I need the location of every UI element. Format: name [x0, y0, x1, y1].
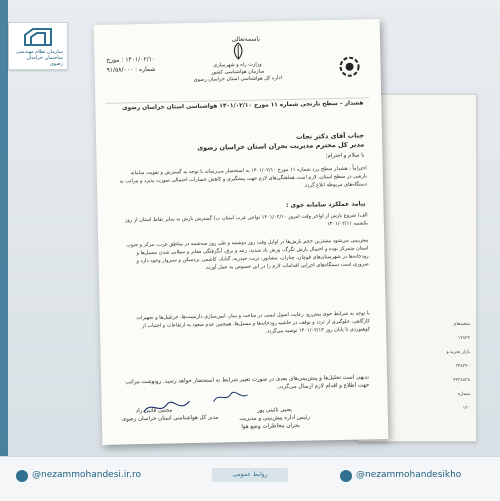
greeting: با سلام و احترام؛ [325, 152, 365, 160]
signer-right-title-2: بحران مخاطرات وضع هوا [241, 422, 301, 431]
footer-right-handle[interactable]: @nezammohandesikho [356, 470, 462, 480]
building-logo-icon [23, 27, 53, 47]
signer-right-name: یحیی نائینی پور [257, 406, 292, 414]
initial-scribble [211, 389, 249, 406]
paragraph-2: الف) شروع بارش از اواخر وقت امروز ۱۴۰۱/۰۲/۱۰ نواحی غرب استان ب) گسترش بارش به سایر نقاط استان از روز یکشنبه ۱۴۰۱/۰۲/۱۱ [124, 212, 368, 228]
letter-reference: هشدار – سطح نارنجی شماره ۱۱ مورخ ۱۴۰۱/۰۲/۱۰ هواشناسی استان خراسان رضوی [122, 100, 364, 112]
signer-right-title: رئیس اداره پیش‌بینی و مدیریت [239, 414, 310, 423]
signer-left-title: مدیر کل هواشناسی استان خراسان رضوی [121, 414, 219, 423]
ministry-line: سازمان هواشناسی کشور [210, 68, 265, 76]
subject-line: پیامد عملکرد سامانه جوی : [286, 200, 366, 210]
closing-paragraph: بدیهی است تحلیل‌ها و پیش‌بینی‌های بعدی در صورت تغییر شرایط به استحضار خواهد رسید. رونوشت مراتب جهت اطلاع و اقدام لازم ارسال می‌گردد. [125, 374, 370, 391]
back-page-line: ۴۲۳۸۸۳۸ [453, 378, 470, 383]
paragraph-3: پیش‌بینی می‌شود بیشترین حجم بارش‌ها در اوایل وقت روز دوشنبه و طی روز سه‌شنبه در مناطق غرب، مرکز و جنوب استان متمرکز بوده و احتمال بارش تگرگ، وزش باد شدید، رعد و برق، آبگرفتگی معابر و سیلابی شدن مسیل‌ها و رودخانه‌ها در شهرستان‌های قوچان، چناران، نیشابور، تربت حیدریه، گناباد، کاشمر، بردسکن و سبزوار وجود دارد و ضروری است دستگاه‌های اجرایی اقدامات لازم را در این خصوص به عمل آورند. [126, 237, 369, 271]
letter-date: ۱۴۰۱/۰۲/۱۰ : مورخ [106, 55, 156, 64]
letter-heading: باسمه‌تعالی [231, 35, 261, 44]
footer-center-badge: روابط عمومی [212, 468, 288, 482]
instagram-icon [16, 470, 28, 482]
letter-paper [94, 19, 389, 445]
back-page-line: ۱۳۸۳۲ [457, 336, 470, 341]
meteorology-logo-icon [338, 55, 360, 77]
letter-number: شماره : ۹۱/۵۸/۰۰۰ [106, 65, 156, 74]
signer-left-name: مجتبی قانیی راد [135, 407, 173, 415]
recipient-title: مدیر کل محترم مدیریت بحران استان خراسان رضوی [197, 140, 365, 152]
paragraph-1: احتراماً ، هشدار سطح زرد شماره ۱۱ مورخ ۱۴۰۱/۰۲/۱۰ به استحضار می‌رساند با توجه به گسترش و تقویت سامانه بارشی در سطح استان، لازم است هماهنگی‌های لازم جهت پیشگیری و کاهش خسارات احتمالی صورت پذیرد و مراتب به دستگاه‌های مربوطه ابلاغ گردد. [119, 165, 368, 189]
ministry-line: وزارت راه و شهرسازی [213, 61, 262, 69]
paragraph-4: با توجه به شرایط جوی پیش‌رو، رعایت اصول ایمنی در ساخت و ساز، ایمن‌سازی داربست‌ها، جرثقیل‌ها و تجهیزات کارگاهی، جلوگیری از تردد و توقف در حاشیه رودخانه‌ها و مسیل‌ها، همچنین عدم صعود به ارتفاعات و اجتناب از کوهنوردی تا پایان روز ۱۴۰۱/۰۲/۱۳ توصیه می‌گردد. [136, 310, 371, 335]
back-page-line: ۳۴۸۳۲۰ [455, 364, 470, 369]
ministry-line: اداره کل هواشناسی استان خراسان رضوی [193, 75, 283, 83]
back-page-line: بازار تجریه و [446, 350, 470, 355]
footer-left-handle[interactable]: @nezammohandesi.ir.ro [32, 470, 141, 480]
telegram-icon [340, 470, 352, 482]
org-logo [8, 22, 68, 70]
decor-band [0, 0, 8, 500]
recipient-name: جناب آقای دکتر نجات [296, 131, 365, 141]
iran-emblem-icon [227, 42, 249, 60]
back-page-line: شماره [457, 392, 470, 397]
back-page-line: ۱۳۰ [462, 406, 470, 411]
back-page-line: شعبه‌های [453, 322, 470, 327]
org-logo-text: سازمان نظام مهندسی ساختمان خراسان رضوی [16, 49, 63, 67]
